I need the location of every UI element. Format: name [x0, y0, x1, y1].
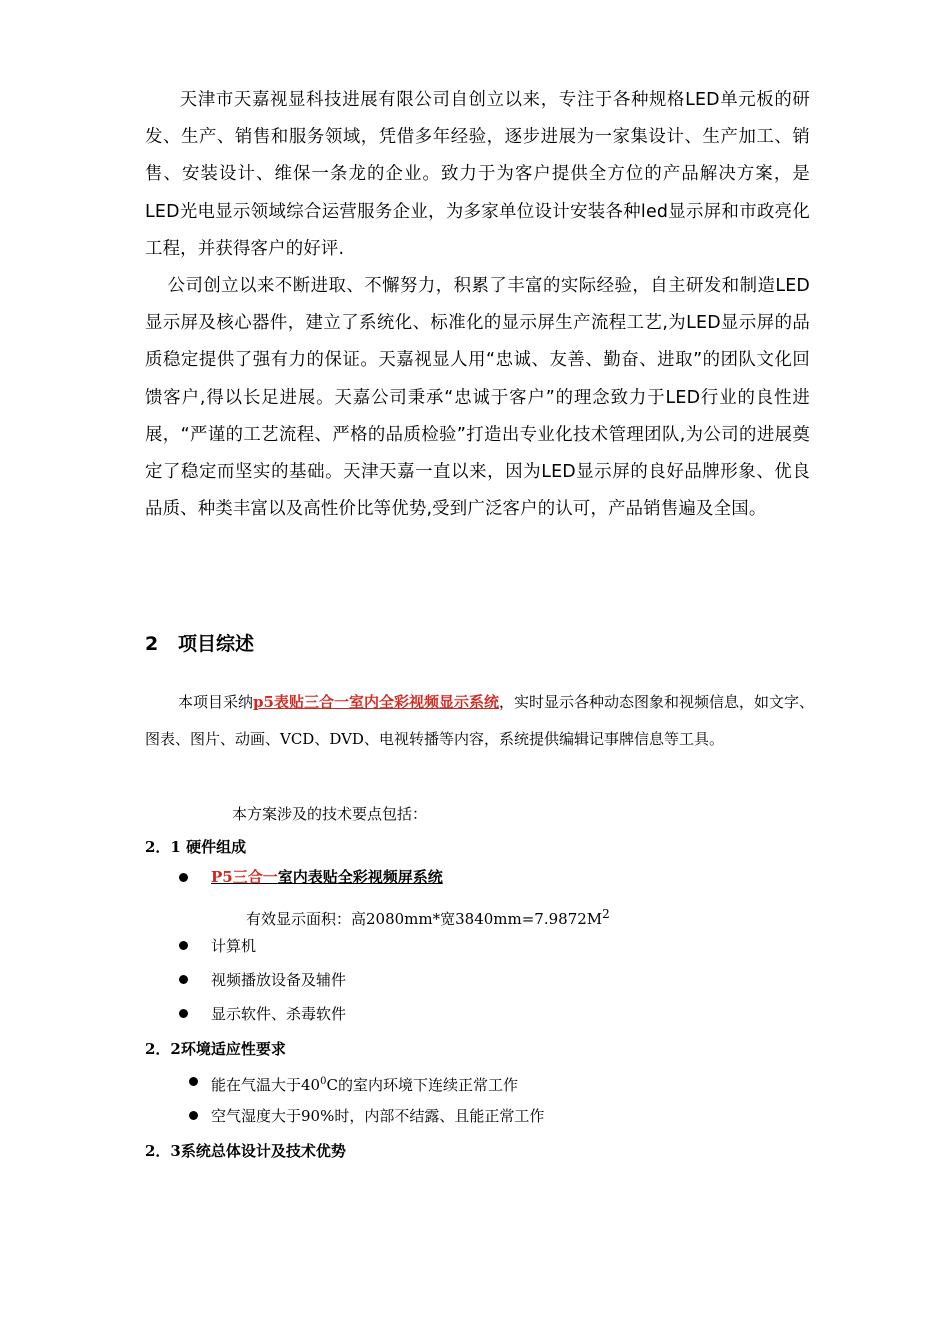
display-area-line [246, 900, 610, 933]
temperature-superscript: 0 [320, 1076, 327, 1087]
hardware-item-screen [211, 865, 443, 889]
display-area-text: 有效显示面积：高2080mm*宽3840mm=7.9872M [246, 910, 603, 928]
intro-paragraph-1: 天津市天嘉视显科技进展有限公司自创立以来，专注于各种规格LED单元板的研发、生产、销售和服务领域，凭借多年经验，逐步进展为一家集设计、生产加工、销售、安装设计、维保一条龙的企业。致力于为客户提供全方位的产品解决方案，是LED光电显示领域综合运营服务企业，为多家单位设计安装各种led显示屏和市政亮化工程，并获得客户的好评. [145, 90, 810, 259]
product-link[interactable]: p5表贴三合一室内全彩视频显示系统 [253, 693, 499, 711]
hardware-item-computer: 计算机 [211, 937, 257, 955]
temperature-text-after: C的室内环境下连续正常工作 [326, 1076, 518, 1094]
screen-model-text: P5三合一 [211, 868, 278, 886]
intro-paragraph-2: 公司创立以来不断进取、不懈努力，积累了丰富的实际经验，自主研发和制造LED显示屏及核心器件，建立了系统化、标准化的显示屏生产流程工艺,为LED显示屏的品质稳定提供了强有力的保证。天嘉视显人用“忠诚、友善、勤奋、进取”的团队文化回馈客户,得以长足进展。天嘉公司秉承“忠诚于客户”的理念致力于LED行业的良性进展，“严谨的工艺流程、严格的品质检验”打造出专业化技术管理团队,为公司的进展奠定了稳定而坚实的基础。天津天嘉一直以来，因为LED显示屏的良好品牌形象、优良品质、种类丰富以及高性价比等优势,受到广泛客户的认可，产品销售遍及全国。 [145, 276, 810, 520]
screen-desc-text: 室内表贴全彩视频屏系统 [277, 868, 443, 886]
bullet-icon [189, 1111, 198, 1120]
section-heading [145, 628, 254, 660]
hardware-item-video-player: 视频播放设备及辅件 [211, 971, 347, 989]
display-area-superscript: 2 [602, 907, 610, 921]
temperature-text-before: 能在气温大于40 [211, 1076, 321, 1094]
section-title: 项目综述 [178, 633, 255, 655]
hardware-item-software: 显示软件、杀毒软件 [211, 1005, 347, 1023]
subheading-environment: 2．2环境适应性要求 [145, 1040, 286, 1058]
bullet-icon [189, 1077, 198, 1086]
bullet-icon [179, 975, 188, 984]
overview-paragraph [145, 684, 825, 757]
subheading-system-design: 2．3系统总体设计及技术优势 [145, 1142, 346, 1160]
env-item-temperature [211, 1070, 518, 1097]
section-number: 2 [145, 633, 159, 655]
scope-line: 本方案涉及的技术要点包括： [232, 805, 428, 823]
overview-text-after: ，实时显示各种动态图象和视频信息，如文字、图表、图片、动画、VCD、DVD、电视转播等内容，系统提供编辑记事牌信息等工具。 [145, 693, 814, 748]
subheading-hardware: 2．1 硬件组成 [145, 838, 247, 856]
bullet-icon [179, 873, 188, 882]
bullet-icon [179, 1009, 188, 1018]
bullet-icon [179, 941, 188, 950]
overview-text-before: 本项目采纳 [178, 693, 254, 711]
env-item-humidity: 空气湿度大于90%时，内部不结露、且能正常工作 [211, 1107, 545, 1125]
